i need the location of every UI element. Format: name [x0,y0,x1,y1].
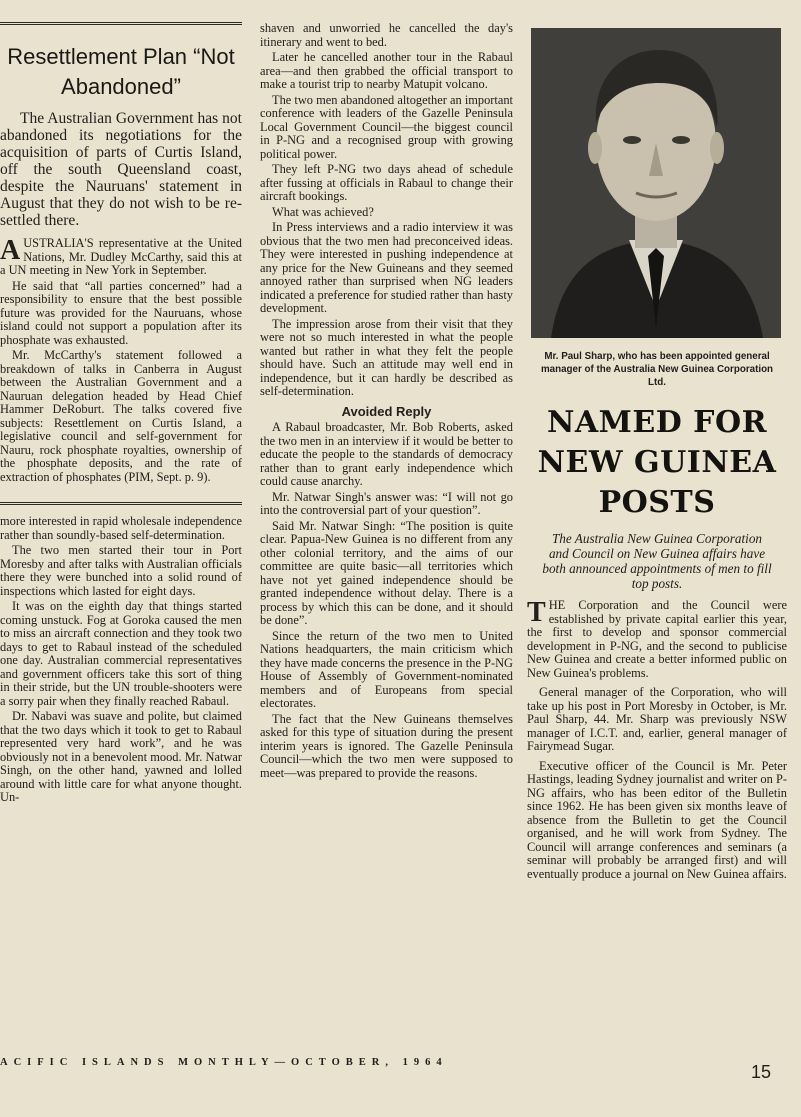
column-middle [260,22,513,782]
article2-paragraph: The fact that the New Guineans themselves asked for this type of situation during the present interim years is ignored. The Gazelle Peninsula Council—which the two men were supposed to meet—was prepared to provide the reasons. [260,711,513,780]
running-footer: ACIFIC ISLANDS MONTHLY—OCTOBER, 1964 [0,1057,448,1068]
article3-paragraph: THE Corporation and the Council were established by private capital earlier this year, the first to develop and sponsor commercial development in P-NG, and the second to publicise New Guinea and create a better informed public on New Guinea's problems. [527,597,787,680]
top-rule [0,22,242,25]
article2-paragraph: The two men started their tour in Port Moresby and after talks with Australian officials there they were bunched into a solid round of inspections which lasted for eight days. [0,543,242,598]
article3-paragraph: General manager of the Corporation, who will take up his post in Port Moresby in October, is Mr. Paul Sharp, 44. Mr. Sharp was previously NSW manager of I.C.T. and, earlier, general manager of Fairymead Sugar. [527,685,787,753]
drop-cap: A [0,235,21,266]
photo-caption: Mr. Paul Sharp, who has been appointed general manager of the Australia New Guinea Corporation Ltd. [540,351,774,388]
article2-paragraph: Said Mr. Natwar Singh: “The position is quite clear. Papua-New Guinea is no different from any other colonial territory, and the aims of our committee are quite basic—all territories which have not yet gained independence should be granted independence without delay. There is a process by which this can be done, and it should be done”. [260,518,513,627]
headline-resettlement: Resettlement Plan “Not Abandoned” [7,44,235,99]
article-intro: The Australia New Guinea Corporation and Council on New Guinea affairs have both announced appointments of men to fill top posts. [542,531,772,591]
article1-paragraph: He said that “all parties concerned” had a responsibility to ensure that the best possible future was provided for the Nauruans, whose island could not support a population after its phosphate was exhausted. [0,278,242,347]
article2-paragraph: A Rabaul broadcaster, Mr. Bob Roberts, asked the two men in an interview if it would be better to educate the people to the standards of democracy rather than to grant early independence which could cause anarchy. [260,420,513,488]
article2-paragraph: shaven and unworried he cancelled the day's itinerary and went to bed. [260,21,513,49]
article2-paragraph: It was on the eighth day that things started coming unstuck. Fog at Goroka caused the men to miss an aircraft connection and they took two days to get to Rabaul instead of the scheduled one day. Australian commercial representatives and government officers take this sort of thing in their stride, but the UN trouble-shooters were a sorry pair when they finally reached Rabaul. [0,599,242,708]
article-deck: The Australian Government has not abandoned its negotiations for the acquisition of parts of Curtis Island, off the south Queensland coast, despite the Nauruans' statement in August that they do not wish to be re-settled there. [0,110,242,229]
portrait-photo [531,28,781,338]
article3-paragraph: Executive officer of the Council is Mr. Peter Hastings, leading Sydney journalist and writer on P-NG affairs, who has been editor of the Bulletin since 1962. He has been given six months leave of absence from the Bulletin to get the Council organised, and he will work from Sydney. The Council will arrange conferences and seminars (a seminar will probably be arranged first) and will eventually produce a journal on New Guinea affairs. [527,758,787,881]
article2-paragraph: What was achieved? [272,204,374,219]
column-divider [0,502,242,505]
headline-named-for-new-guinea-posts: NAMED FOR NEW GUINEA POSTS [537,405,777,520]
column-right [527,20,787,883]
article2-paragraph: Since the return of the two men to United Nations headquarters, the main criticism which they have made concerns the presence in the P-NG House of Assembly of Government-nominated members and of Europeans from special electorates. [260,628,513,710]
drop-cap: T [527,597,546,628]
page-number: 15 [751,1062,772,1082]
article2-paragraph: Mr. Natwar Singh's answer was: “I will not go into the controversial part of your question”. [260,489,513,517]
article2-paragraph: Dr. Nabavi was suave and polite, but claimed that the two days which it took to get to Rabaul represented very hard work”, and he was obviously not in a benevolent mood. Mr. Natwar Singh, on the other hand, yawned and lolled around with little care for what anyone thought. Un- [0,709,242,804]
article2-paragraph: more interested in rapid wholesale independence rather than soundly-based self-determination. [0,514,242,542]
portrait-illustration [531,28,781,338]
column-left [0,30,242,807]
article2-paragraph: In Press interviews and a radio interview it was obvious that the two men had preconceived ideas. They were interested in pushing independence at any price for the New Guineans and they seemed annoyed rather than surprised when NG leaders indicated a preference for studied rather than hasty development. [260,220,513,315]
subheading-avoided-reply: Avoided Reply [341,403,432,419]
article1-paragraph: Mr. McCarthy's statement followed a breakdown of talks in Canberra in August between the Australian Government and a Nauruan delegation headed by Head Chief Hammer DeRoburt. The talks covered five subjects: Resettlement on Curtis Island, a legislative council and self-government for Nauru, rock phosphate royalties, ownership of the phosphate deposits, and the rate of extraction of phosphates (PIM, Sept. p. 9). [0,348,242,484]
article2-paragraph: The two men abandoned altogether an important conference with leaders of the Gazelle Peninsula Local Government Council—the biggest council in P-NG and a recognised group with growing political power. [260,92,513,161]
article1-paragraph: AUSTRALIA'S representative at the United Nations, Mr. Dudley McCarthy, said this at a UN meeting in New York in September. [0,235,242,277]
article2-paragraph: Later he cancelled another tour in the Rabaul area—and then grabbed the official transport to make a tourist trip to nearby Matupit volcano. [260,50,513,91]
article2-paragraph: They left P-NG two days ahead of schedule after fussing at officials in Rabaul to change their aircraft bookings. [260,162,513,203]
article2-paragraph: The impression arose from their visit that they were not so much interested in what the people wanted but rather in what they felt the people should have. Such an attitude may well end in independence, but it can hardly be described as self-determination. [260,316,513,398]
